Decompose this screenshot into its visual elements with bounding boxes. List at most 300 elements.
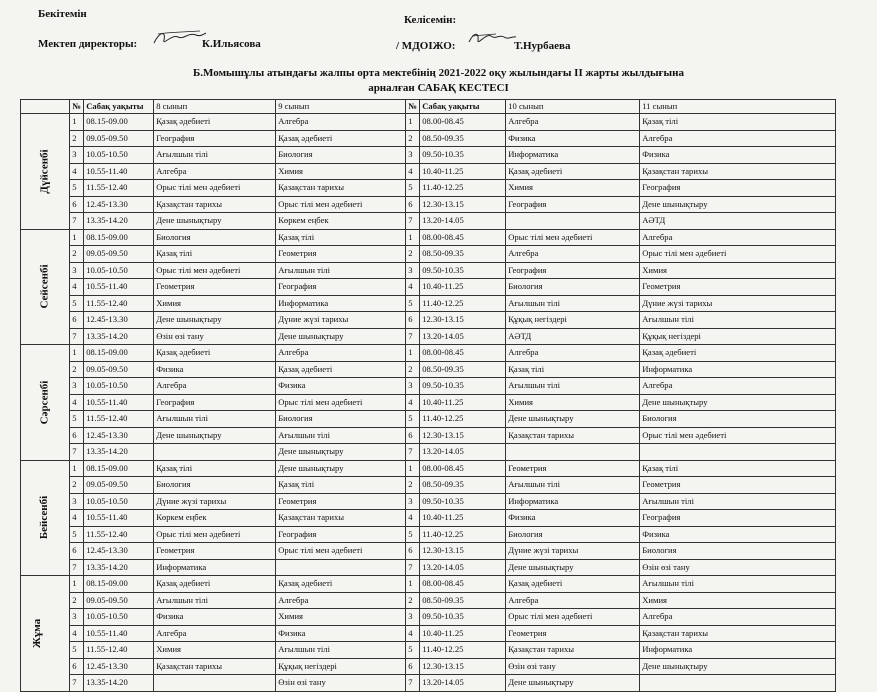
lesson-time-senior: 13.20-14.05 xyxy=(420,328,506,345)
grade9-subject: Өзін өзі тану xyxy=(276,675,406,692)
table-row xyxy=(21,130,836,147)
grade11-subject: Биология xyxy=(640,543,836,560)
lesson-time: 13.35-14.20 xyxy=(84,675,154,692)
lesson-time-senior: 13.20-14.05 xyxy=(420,559,506,576)
lesson-number: 1 xyxy=(70,576,84,593)
lesson-number: 4 xyxy=(70,279,84,296)
grade11-subject: Химия xyxy=(640,262,836,279)
lesson-number-senior: 6 xyxy=(406,312,420,329)
grade10-subject: Биология xyxy=(506,279,640,296)
grade9-subject: Дене шынықтыру xyxy=(276,328,406,345)
lesson-time-senior: 08.50-09.35 xyxy=(420,246,506,263)
grade8-subject: Алгебра xyxy=(154,163,276,180)
table-row xyxy=(21,312,836,329)
day-label xyxy=(21,460,70,576)
lesson-time: 11.55-12.40 xyxy=(84,642,154,659)
lesson-time: 08.15-09.00 xyxy=(84,114,154,131)
grade8-subject: География xyxy=(154,394,276,411)
lesson-number: 5 xyxy=(70,295,84,312)
lesson-number: 1 xyxy=(70,114,84,131)
grade9-subject: Қазақстан тарихы xyxy=(276,180,406,197)
lesson-number: 2 xyxy=(70,361,84,378)
header-row xyxy=(21,100,836,114)
grade9-subject: Химия xyxy=(276,609,406,626)
num2-header: № xyxy=(406,100,420,114)
grade9-subject: Физика xyxy=(276,378,406,395)
grade10-header: 10 сынып xyxy=(506,100,640,114)
lesson-number-senior: 1 xyxy=(406,114,420,131)
grade11-subject: Дене шынықтыру xyxy=(640,196,836,213)
table-row xyxy=(21,361,836,378)
table-row xyxy=(21,427,836,444)
lesson-number-senior: 4 xyxy=(406,279,420,296)
lesson-number: 4 xyxy=(70,394,84,411)
grade9-subject: Қазақ тілі xyxy=(276,229,406,246)
grade11-subject: Қазақ әдебиеті xyxy=(640,345,836,362)
grade11-subject: Құқық негіздері xyxy=(640,328,836,345)
table-row xyxy=(21,543,836,560)
grade8-subject: География xyxy=(154,130,276,147)
grade10-subject: Физика xyxy=(506,130,640,147)
grade11-subject: Қазақ тілі xyxy=(640,460,836,477)
lesson-time: 13.35-14.20 xyxy=(84,444,154,461)
lesson-number-senior: 5 xyxy=(406,295,420,312)
lesson-time-senior: 12.30-13.15 xyxy=(420,427,506,444)
grade11-subject: Орыс тілі мен әдебиеті xyxy=(640,427,836,444)
table-row xyxy=(21,493,836,510)
table-row xyxy=(21,625,836,642)
lesson-number: 7 xyxy=(70,213,84,230)
lesson-number-senior: 1 xyxy=(406,345,420,362)
grade9-subject: Дене шынықтыру xyxy=(276,444,406,461)
lesson-time-senior: 11.40-12.25 xyxy=(420,411,506,428)
grade11-subject: Алгебра xyxy=(640,609,836,626)
table-row xyxy=(21,460,836,477)
lesson-time: 08.15-09.00 xyxy=(84,576,154,593)
lesson-number: 4 xyxy=(70,163,84,180)
lesson-number: 7 xyxy=(70,559,84,576)
lesson-time: 12.45-13.30 xyxy=(84,427,154,444)
lesson-number: 4 xyxy=(70,510,84,527)
lesson-number-senior: 2 xyxy=(406,361,420,378)
grade9-subject: Дүние жүзі тарихы xyxy=(276,312,406,329)
grade11-subject: Дене шынықтыру xyxy=(640,658,836,675)
table-row xyxy=(21,411,836,428)
lesson-time-senior: 08.00-08.45 xyxy=(420,576,506,593)
lesson-number: 6 xyxy=(70,312,84,329)
table-row xyxy=(21,114,836,131)
grade10-subject: Химия xyxy=(506,394,640,411)
grade11-subject: Биология xyxy=(640,411,836,428)
grade11-subject: АӘТД xyxy=(640,213,836,230)
grade8-subject: Ағылшын тілі xyxy=(154,147,276,164)
lesson-time: 10.05-10.50 xyxy=(84,262,154,279)
num-header: № xyxy=(70,100,84,114)
lesson-number-senior: 6 xyxy=(406,427,420,444)
grade10-subject: Қазақстан тарихы xyxy=(506,642,640,659)
grade9-subject: Физика xyxy=(276,625,406,642)
grade10-subject: Алгебра xyxy=(506,592,640,609)
lesson-time: 09.05-09.50 xyxy=(84,592,154,609)
grade10-subject: Алгебра xyxy=(506,345,640,362)
grade11-header: 11 сынып xyxy=(640,100,836,114)
grade10-subject: Қазақ тілі xyxy=(506,361,640,378)
day-label xyxy=(21,576,70,692)
grade8-subject: Химия xyxy=(154,295,276,312)
lesson-number: 6 xyxy=(70,543,84,560)
lesson-time: 13.35-14.20 xyxy=(84,559,154,576)
lesson-number: 5 xyxy=(70,642,84,659)
grade9-subject: Қазақ әдебиеті xyxy=(276,576,406,593)
grade10-subject: Геометрия xyxy=(506,625,640,642)
lesson-time: 12.45-13.30 xyxy=(84,543,154,560)
lesson-number: 2 xyxy=(70,130,84,147)
table-row xyxy=(21,444,836,461)
grade11-subject xyxy=(640,675,836,692)
approved-label: Бекітемін xyxy=(38,8,87,20)
lesson-time-senior: 11.40-12.25 xyxy=(420,526,506,543)
day-name: Жұма xyxy=(31,618,44,648)
lesson-time-senior: 11.40-12.25 xyxy=(420,295,506,312)
lesson-number-senior: 7 xyxy=(406,213,420,230)
grade9-subject: Ағылшын тілі xyxy=(276,427,406,444)
grade8-subject: Физика xyxy=(154,609,276,626)
grade9-subject: Информатика xyxy=(276,295,406,312)
table-row xyxy=(21,246,836,263)
table-row xyxy=(21,559,836,576)
grade10-subject: География xyxy=(506,262,640,279)
lesson-time-senior: 08.50-09.35 xyxy=(420,361,506,378)
grade9-subject: Құқық негіздері xyxy=(276,658,406,675)
grade8-subject: Ағылшын тілі xyxy=(154,592,276,609)
lesson-time-senior: 08.00-08.45 xyxy=(420,345,506,362)
lesson-number-senior: 7 xyxy=(406,675,420,692)
lesson-time: 08.15-09.00 xyxy=(84,460,154,477)
table-row xyxy=(21,394,836,411)
grade9-subject: Алгебра xyxy=(276,592,406,609)
grade11-subject: Геометрия xyxy=(640,279,836,296)
table-row xyxy=(21,295,836,312)
grade11-subject: Химия xyxy=(640,592,836,609)
grade11-subject: Дене шынықтыру xyxy=(640,394,836,411)
day-label xyxy=(21,345,70,461)
lesson-number: 7 xyxy=(70,675,84,692)
grade8-subject: Орыс тілі мен әдебиеті xyxy=(154,526,276,543)
lesson-number: 3 xyxy=(70,262,84,279)
deputy-name: Т.Нурбаева xyxy=(514,40,571,52)
grade8-subject: Дене шынықтыру xyxy=(154,213,276,230)
grade10-subject xyxy=(506,444,640,461)
day-name: Сейсенбі xyxy=(38,264,51,309)
grade11-subject: Информатика xyxy=(640,642,836,659)
lesson-number-senior: 6 xyxy=(406,196,420,213)
table-row xyxy=(21,147,836,164)
grade8-subject: Геометрия xyxy=(154,543,276,560)
grade11-subject: Физика xyxy=(640,526,836,543)
grade10-subject: Химия xyxy=(506,180,640,197)
lesson-number: 6 xyxy=(70,427,84,444)
lesson-time: 09.05-09.50 xyxy=(84,477,154,494)
grade10-subject: Қазақ әдебиеті xyxy=(506,576,640,593)
lesson-time: 10.05-10.50 xyxy=(84,493,154,510)
table-row xyxy=(21,658,836,675)
grade8-subject: Дене шынықтыру xyxy=(154,427,276,444)
lesson-number-senior: 5 xyxy=(406,526,420,543)
lesson-time-senior: 13.20-14.05 xyxy=(420,444,506,461)
lesson-time-senior: 13.20-14.05 xyxy=(420,213,506,230)
table-row xyxy=(21,526,836,543)
lesson-number: 1 xyxy=(70,345,84,362)
grade8-subject: Ағылшын тілі xyxy=(154,411,276,428)
lesson-time: 09.05-09.50 xyxy=(84,130,154,147)
grade10-subject: Қазақстан тарихы xyxy=(506,427,640,444)
lesson-number-senior: 3 xyxy=(406,262,420,279)
lesson-time: 10.55-11.40 xyxy=(84,510,154,527)
grade11-subject: Информатика xyxy=(640,361,836,378)
day-name: Дүйсенбі xyxy=(38,149,51,194)
lesson-number-senior: 4 xyxy=(406,510,420,527)
lesson-time: 13.35-14.20 xyxy=(84,328,154,345)
lesson-time-senior: 09.50-10.35 xyxy=(420,493,506,510)
grade8-subject: Қазақ әдебиеті xyxy=(154,114,276,131)
grade8-subject: Алгебра xyxy=(154,378,276,395)
grade9-subject: Орыс тілі мен әдебиеті xyxy=(276,394,406,411)
grade11-subject: Алгебра xyxy=(640,229,836,246)
lesson-time: 09.05-09.50 xyxy=(84,361,154,378)
grade10-subject: Құқық негіздері xyxy=(506,312,640,329)
lesson-time-senior: 10.40-11.25 xyxy=(420,625,506,642)
grade9-subject: Қазақстан тарихы xyxy=(276,510,406,527)
grade11-subject: География xyxy=(640,180,836,197)
table-row xyxy=(21,642,836,659)
grade8-subject: Алгебра xyxy=(154,625,276,642)
lesson-time-senior: 13.20-14.05 xyxy=(420,675,506,692)
lesson-number: 1 xyxy=(70,229,84,246)
grade9-subject: Биология xyxy=(276,147,406,164)
director-label: Мектеп директоры: xyxy=(38,38,138,50)
lesson-number: 3 xyxy=(70,378,84,395)
lesson-time: 10.55-11.40 xyxy=(84,394,154,411)
lesson-time-senior: 12.30-13.15 xyxy=(420,312,506,329)
document-subtitle: арналған САБАҚ КЕСТЕСІ xyxy=(368,82,509,94)
table-row xyxy=(21,180,836,197)
grade10-subject: Өзін өзі тану xyxy=(506,658,640,675)
lesson-number: 3 xyxy=(70,609,84,626)
grade8-subject: Қазақ әдебиеті xyxy=(154,345,276,362)
grade9-subject xyxy=(276,559,406,576)
lesson-number-senior: 4 xyxy=(406,394,420,411)
lesson-number: 2 xyxy=(70,246,84,263)
grade10-subject: Информатика xyxy=(506,147,640,164)
lesson-number-senior: 6 xyxy=(406,658,420,675)
grade9-subject: Дене шынықтыру xyxy=(276,460,406,477)
day-name: Сәрсенбі xyxy=(38,380,51,425)
grade10-subject: География xyxy=(506,196,640,213)
lesson-time: 11.55-12.40 xyxy=(84,180,154,197)
grade10-subject: Орыс тілі мен әдебиеті xyxy=(506,609,640,626)
grade9-subject: География xyxy=(276,526,406,543)
table-row xyxy=(21,262,836,279)
grade10-subject: Алгебра xyxy=(506,246,640,263)
lesson-time-senior: 10.40-11.25 xyxy=(420,394,506,411)
grade8-subject: Геометрия xyxy=(154,279,276,296)
lesson-time-senior: 08.50-09.35 xyxy=(420,477,506,494)
grade10-subject: Ағылшын тілі xyxy=(506,295,640,312)
lesson-time: 10.55-11.40 xyxy=(84,279,154,296)
lesson-number-senior: 1 xyxy=(406,229,420,246)
grade9-subject: Геометрия xyxy=(276,246,406,263)
grade8-subject: Қазақ тілі xyxy=(154,460,276,477)
lesson-number-senior: 1 xyxy=(406,576,420,593)
lesson-number: 6 xyxy=(70,658,84,675)
grade8-subject: Дүние жүзі тарихы xyxy=(154,493,276,510)
grade11-subject: География xyxy=(640,510,836,527)
grade8-header: 8 сынып xyxy=(154,100,276,114)
lesson-time: 10.55-11.40 xyxy=(84,625,154,642)
grade9-subject: Алгебра xyxy=(276,114,406,131)
day-label xyxy=(21,114,70,230)
lesson-time: 11.55-12.40 xyxy=(84,411,154,428)
grade8-subject: Орыс тілі мен әдебиеті xyxy=(154,180,276,197)
grade11-subject: Ағылшын тілі xyxy=(640,312,836,329)
lesson-time-senior: 08.00-08.45 xyxy=(420,229,506,246)
lesson-time: 11.55-12.40 xyxy=(84,295,154,312)
time-header: Сабақ уақыты xyxy=(84,100,154,114)
grade9-subject: Алгебра xyxy=(276,345,406,362)
table-row xyxy=(21,163,836,180)
lesson-number: 6 xyxy=(70,196,84,213)
grade8-subject: Қазақстан тарихы xyxy=(154,196,276,213)
grade9-subject: Ағылшын тілі xyxy=(276,642,406,659)
lesson-time-senior: 10.40-11.25 xyxy=(420,163,506,180)
lesson-time-senior: 12.30-13.15 xyxy=(420,543,506,560)
lesson-number-senior: 5 xyxy=(406,411,420,428)
lesson-time: 10.55-11.40 xyxy=(84,163,154,180)
table-row xyxy=(21,345,836,362)
grade10-subject: Ағылшын тілі xyxy=(506,378,640,395)
lesson-number: 2 xyxy=(70,477,84,494)
lesson-time-senior: 12.30-13.15 xyxy=(420,196,506,213)
day-label xyxy=(21,229,70,345)
grade10-subject: Дене шынықтыру xyxy=(506,675,640,692)
grade10-subject: Орыс тілі мен әдебиеті xyxy=(506,229,640,246)
lesson-time-senior: 09.50-10.35 xyxy=(420,378,506,395)
grade9-subject: Қазақ әдебиеті xyxy=(276,361,406,378)
grade8-subject: Көркем еңбек xyxy=(154,510,276,527)
lesson-time-senior: 08.00-08.45 xyxy=(420,460,506,477)
grade8-subject: Химия xyxy=(154,642,276,659)
grade8-subject: Биология xyxy=(154,229,276,246)
lesson-number-senior: 7 xyxy=(406,559,420,576)
grade11-subject: Ағылшын тілі xyxy=(640,576,836,593)
grade11-subject: Ағылшын тілі xyxy=(640,493,836,510)
lesson-number-senior: 6 xyxy=(406,543,420,560)
lesson-time-senior: 12.30-13.15 xyxy=(420,658,506,675)
table-row xyxy=(21,378,836,395)
lesson-number: 7 xyxy=(70,444,84,461)
lesson-time: 10.05-10.50 xyxy=(84,609,154,626)
lesson-number-senior: 2 xyxy=(406,592,420,609)
lesson-number: 2 xyxy=(70,592,84,609)
grade10-subject xyxy=(506,213,640,230)
table-row xyxy=(21,576,836,593)
grade10-subject: Ағылшын тілі xyxy=(506,477,640,494)
grade11-subject: Өзін өзі тану xyxy=(640,559,836,576)
lesson-time-senior: 10.40-11.25 xyxy=(420,510,506,527)
grade9-subject: Химия xyxy=(276,163,406,180)
grade11-subject: Геометрия xyxy=(640,477,836,494)
grade8-subject: Қазақ тілі xyxy=(154,246,276,263)
grade9-header: 9 сынып xyxy=(276,100,406,114)
grade9-subject: Көркем еңбек xyxy=(276,213,406,230)
lesson-number: 7 xyxy=(70,328,84,345)
lesson-time: 12.45-13.30 xyxy=(84,658,154,675)
lesson-number: 4 xyxy=(70,625,84,642)
lesson-time: 08.15-09.00 xyxy=(84,345,154,362)
lesson-number-senior: 1 xyxy=(406,460,420,477)
lesson-number: 5 xyxy=(70,526,84,543)
grade8-subject: Информатика xyxy=(154,559,276,576)
table-row xyxy=(21,477,836,494)
lesson-number-senior: 7 xyxy=(406,444,420,461)
grade9-subject: Орыс тілі мен әдебиеті xyxy=(276,196,406,213)
grade8-subject: Өзін өзі тану xyxy=(154,328,276,345)
grade10-subject: Алгебра xyxy=(506,114,640,131)
table-row xyxy=(21,609,836,626)
grade8-subject xyxy=(154,444,276,461)
table-row xyxy=(21,510,836,527)
lesson-number-senior: 4 xyxy=(406,625,420,642)
table-row xyxy=(21,675,836,692)
time2-header: Сабақ уақыты xyxy=(420,100,506,114)
schedule-table xyxy=(20,99,836,692)
lesson-time: 12.45-13.30 xyxy=(84,196,154,213)
lesson-time: 13.35-14.20 xyxy=(84,213,154,230)
lesson-number-senior: 2 xyxy=(406,477,420,494)
grade10-subject: Дене шынықтыру xyxy=(506,559,640,576)
agreed-label: Келісемін: xyxy=(404,14,457,26)
director-signature-icon xyxy=(150,28,208,48)
grade8-subject: Қазақ әдебиеті xyxy=(154,576,276,593)
lesson-number-senior: 3 xyxy=(406,493,420,510)
deputy-label: / МДОІЖО: xyxy=(396,40,456,52)
lesson-number: 3 xyxy=(70,493,84,510)
table-row xyxy=(21,213,836,230)
lesson-number: 3 xyxy=(70,147,84,164)
lesson-number-senior: 2 xyxy=(406,246,420,263)
grade9-subject: Ағылшын тілі xyxy=(276,262,406,279)
grade8-subject: Биология xyxy=(154,477,276,494)
lesson-number-senior: 3 xyxy=(406,609,420,626)
day-header xyxy=(21,100,70,114)
lesson-number: 5 xyxy=(70,411,84,428)
grade10-subject: АӘТД xyxy=(506,328,640,345)
grade10-subject: Геометрия xyxy=(506,460,640,477)
lesson-time-senior: 09.50-10.35 xyxy=(420,147,506,164)
table-row xyxy=(21,328,836,345)
grade9-subject: Геометрия xyxy=(276,493,406,510)
lesson-time: 08.15-09.00 xyxy=(84,229,154,246)
lesson-number-senior: 5 xyxy=(406,180,420,197)
grade11-subject: Қазақстан тарихы xyxy=(640,625,836,642)
lesson-time-senior: 08.50-09.35 xyxy=(420,592,506,609)
grade9-subject: География xyxy=(276,279,406,296)
grade11-subject: Алгебра xyxy=(640,130,836,147)
lesson-number-senior: 5 xyxy=(406,642,420,659)
grade11-subject: Алгебра xyxy=(640,378,836,395)
grade10-subject: Дене шынықтыру xyxy=(506,411,640,428)
table-row xyxy=(21,196,836,213)
